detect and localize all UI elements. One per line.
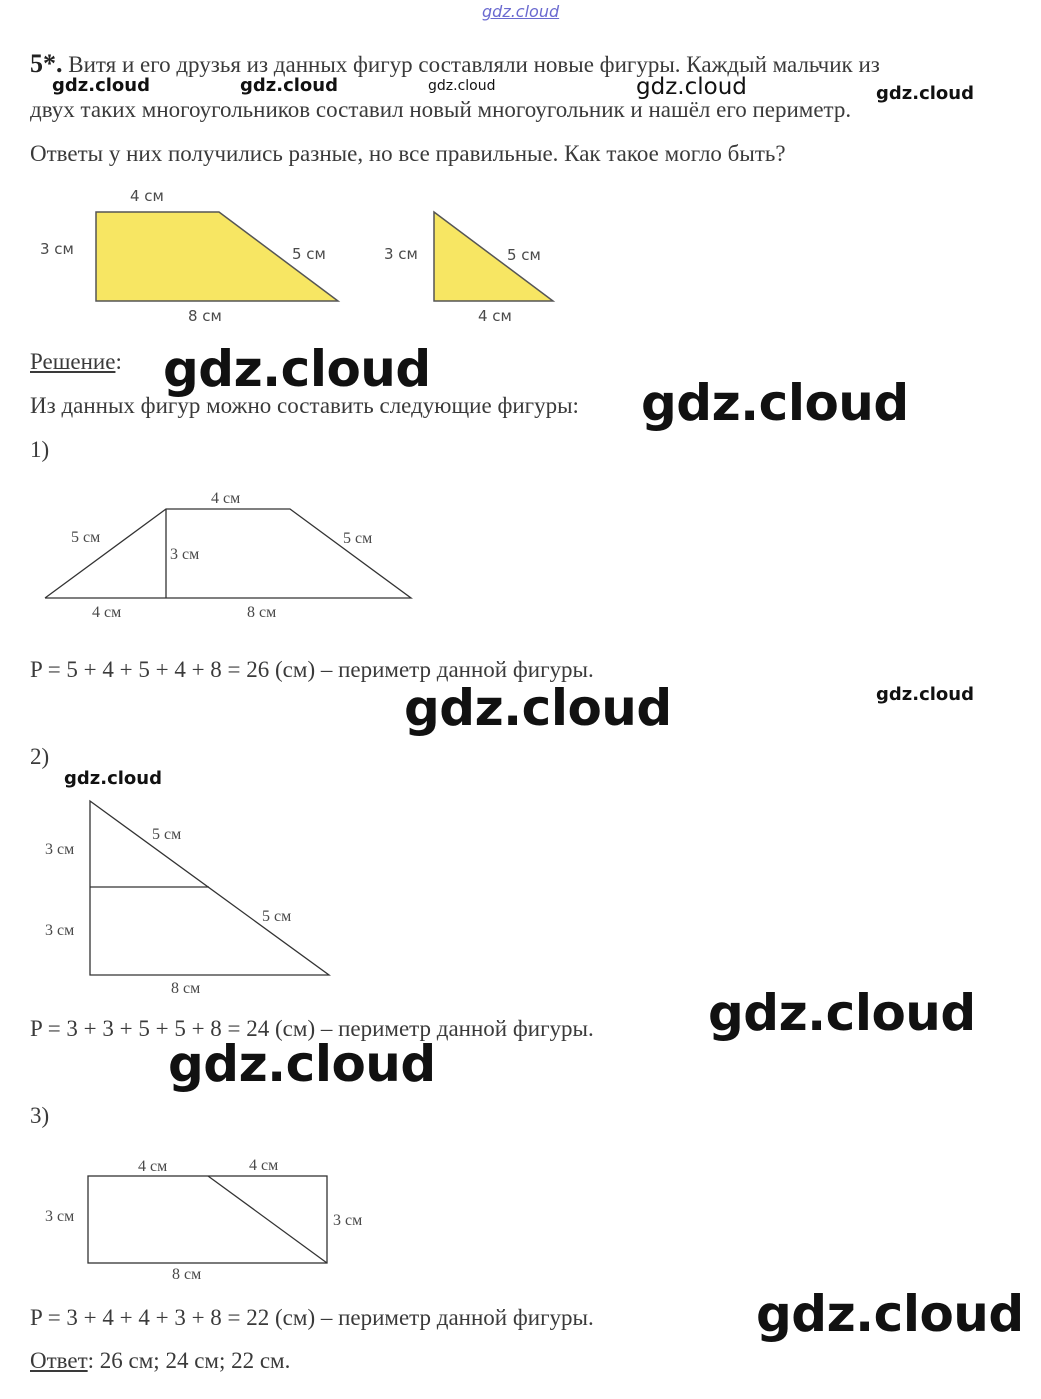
- fig1-left-slant-label: 5 см: [71, 529, 101, 546]
- watermark: gdz.cloud: [163, 340, 431, 398]
- answer-label: Ответ: [30, 1348, 88, 1373]
- fig2-formula: P = 3 + 3 + 5 + 5 + 8 = 24 (см) – периметр данной фигуры.: [30, 1016, 594, 1041]
- watermark: gdz.cloud: [168, 1035, 436, 1093]
- tri-left-label: 3 см: [384, 245, 418, 263]
- task-number: 5*.: [30, 49, 63, 78]
- solution-label: [30, 349, 122, 375]
- fig2-bottom-label: 8 см: [171, 980, 201, 997]
- answer: [30, 1348, 290, 1374]
- fig2-left-bottom-label: 3 см: [45, 922, 75, 939]
- fig3-left-label: 3 см: [45, 1208, 75, 1225]
- fig3-number: 3): [30, 1103, 50, 1128]
- answer-text: : 26 см; 24 см; 22 см.: [87, 1348, 291, 1373]
- solution-colon: :: [115, 349, 122, 374]
- watermark: gdz.cloud: [708, 984, 976, 1042]
- fig3-diagonal: [208, 1176, 327, 1263]
- tri-bottom-label: 4 см: [478, 307, 512, 325]
- fig2-slant-top-label: 5 см: [152, 826, 182, 843]
- figure-3: [0, 1150, 400, 1290]
- watermark: gdz.cloud: [876, 83, 974, 104]
- trap-slant-label: 5 см: [292, 245, 326, 263]
- watermark: gdz.cloud: [52, 75, 150, 96]
- fig3-right-label: 3 см: [333, 1212, 363, 1229]
- solution-intro: Из данных фигур можно составить следующие фигуры:: [30, 393, 579, 418]
- fig2-outline: [90, 801, 329, 975]
- fig1-bottom-right-label: 8 см: [247, 604, 277, 621]
- figure-2: [0, 795, 360, 1000]
- task-text-3: Ответы у них получились разные, но все правильные. Как такое могло быть?: [30, 141, 786, 166]
- trap-left-label: 3 см: [40, 240, 74, 258]
- fig2-number: 2): [30, 744, 50, 769]
- fig1-outline: [45, 509, 411, 598]
- fig3-top-left-label: 4 см: [138, 1158, 168, 1175]
- fig2-slant-bottom-label: 5 см: [262, 908, 292, 925]
- watermark: gdz.cloud: [876, 684, 974, 705]
- trap-bottom-label: 8 см: [188, 307, 222, 325]
- fig1-top-label: 4 см: [211, 490, 241, 507]
- fig2-left-top-label: 3 см: [45, 841, 75, 858]
- fig1-bottom-left-label: 4 см: [92, 604, 122, 621]
- given-figures: [0, 180, 600, 330]
- fig1-right-slant-label: 5 см: [343, 530, 373, 547]
- watermark: gdz.cloud: [240, 75, 338, 96]
- fig3-outline: [88, 1176, 327, 1263]
- fig1-height-label: 3 см: [170, 546, 200, 563]
- fig3-bottom-label: 8 см: [172, 1266, 202, 1283]
- watermark: gdz.cloud: [64, 768, 162, 789]
- watermark: gdz.cloud: [756, 1285, 1024, 1343]
- solution-label-text: Решение: [30, 349, 116, 374]
- watermark-top: gdz.cloud: [482, 2, 560, 21]
- task-text-2: двух таких многоугольников составил новый многоугольник и нашёл его периметр.: [30, 97, 852, 122]
- fig3-top-right-label: 4 см: [249, 1157, 279, 1174]
- figure-1: [0, 480, 440, 625]
- watermark: gdz.cloud: [404, 679, 672, 737]
- tri-slant-label: 5 см: [507, 246, 541, 264]
- trap-top-label: 4 см: [130, 187, 164, 205]
- watermark: gdz.cloud: [641, 374, 909, 432]
- task-text-1: Витя и его друзья из данных фигур составляли новые фигуры. Каждый мальчик из: [68, 52, 880, 77]
- fig3-formula: P = 3 + 4 + 4 + 3 + 8 = 22 (см) – периметр данной фигуры.: [30, 1305, 594, 1330]
- fig1-formula: P = 5 + 4 + 5 + 4 + 8 = 26 (см) – периметр данной фигуры.: [30, 657, 594, 682]
- watermark: gdz.cloud: [428, 78, 496, 94]
- watermark: gdz.cloud: [636, 74, 747, 100]
- fig1-number: 1): [30, 437, 50, 462]
- task-line-1: [30, 49, 880, 79]
